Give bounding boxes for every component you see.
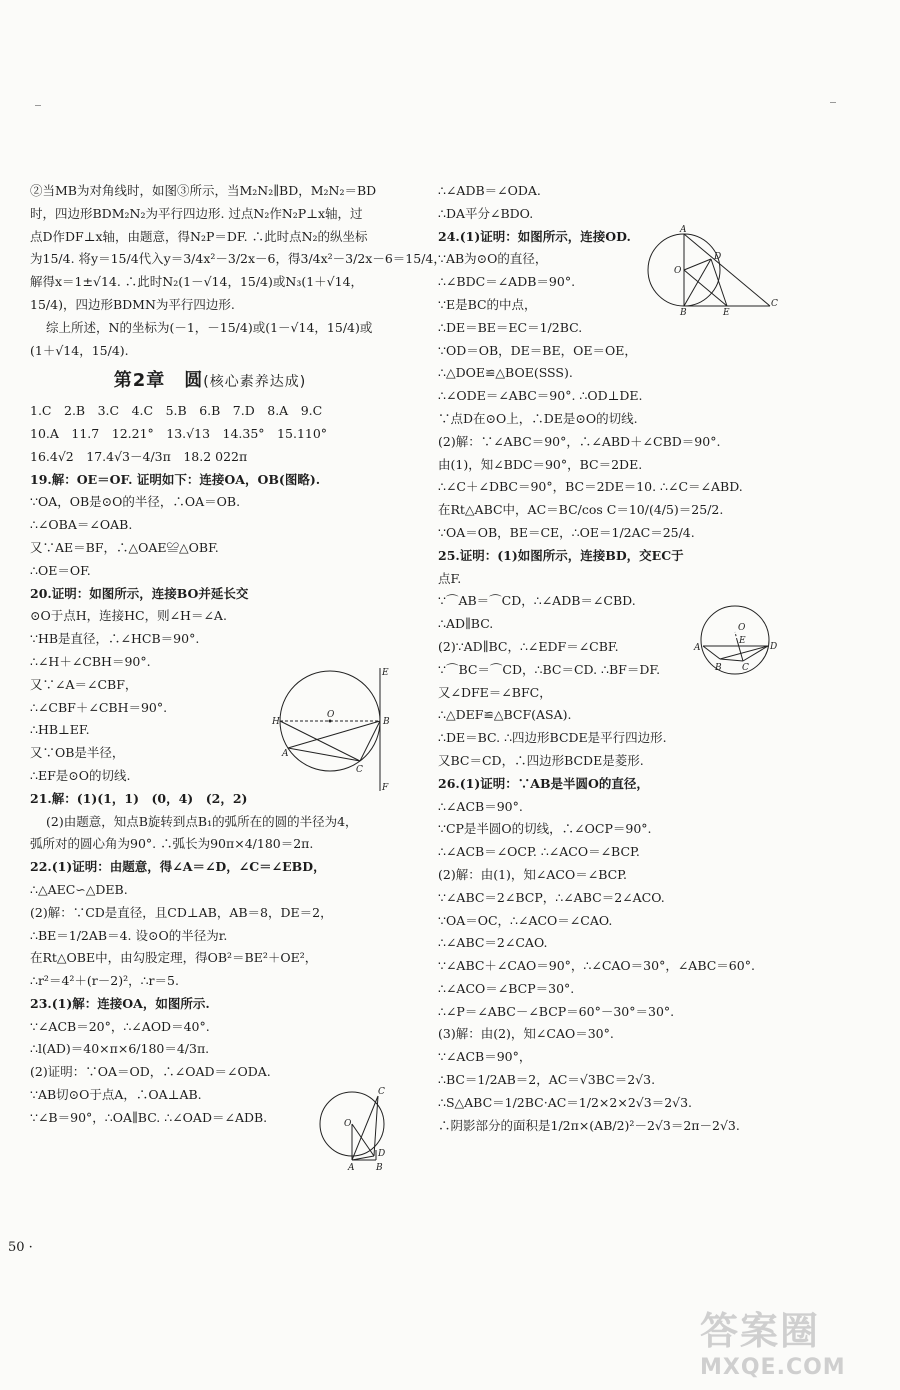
text-line: ∵CP是半圆O的切线，∴∠OCP＝90°. — [438, 821, 652, 837]
text-line: ∴DA平分∠BDO. — [438, 205, 534, 221]
figure-label: O — [327, 710, 335, 720]
figure-label: F — [382, 783, 389, 793]
figure-label: D — [770, 642, 778, 652]
text-line: ∴DE＝BC. ∴四边形BCDE是平行四边形. — [438, 730, 667, 746]
text-line: ∵OD＝OB，DE＝BE，OE＝OE， — [438, 342, 637, 358]
text-line: 时，四边形BDM₂N₂为平行四边形. 过点N₂作N₂P⊥x轴，过 — [30, 205, 363, 221]
figure-label: D — [378, 1149, 386, 1159]
text-line: ∵E是BC的中点， — [438, 296, 537, 312]
text-line: ∴DE＝BE＝EC＝1/2BC. — [438, 319, 583, 335]
figure-q23 — [318, 1086, 398, 1174]
figure-label: A — [282, 749, 289, 759]
text-line: ∵∠ABC＋∠CAO＝90°，∴∠CAO＝30°，∠ABC＝60°. — [438, 958, 755, 974]
text-line: ∵∠ACB＝90°， — [438, 1049, 532, 1065]
figure-label: O — [344, 1119, 352, 1129]
text-line: ∵HB是直径，∴∠HCB＝90°. — [30, 631, 200, 647]
text-line: 为15/4. 将y＝15/4代入y＝3/4x²－3/2x－6，得3/4x²－3/2x－6＝15/4， — [30, 251, 446, 267]
text-line: (2)解：∵∠ABC＝90°，∴∠ABD＋∠CBD＝90°. — [438, 433, 721, 449]
figure-label: B — [383, 717, 390, 727]
text-line: ∴EF是⊙O的切线. — [30, 767, 131, 783]
text-line: ∴∠OBA＝∠OAB. — [30, 517, 133, 533]
figure-label: O — [674, 266, 682, 276]
text-line: 点D作DF⊥x轴，由题意，得N₂P＝DF. ∴此时点N₂的纵坐标 — [30, 228, 368, 244]
text-line: ∴BE＝1/2AB＝4. 设⊙O的半径为r. — [30, 927, 228, 943]
text-line: ∴∠ACO＝∠BCP＝30°. — [438, 980, 575, 996]
text-line: 综上所述，N的坐标为(－1，－15/4)或(1－√14，15/4)或 — [46, 319, 373, 335]
figure-label: C — [378, 1087, 385, 1097]
text-line: ∴△DEF≌△BCF(ASA). — [438, 707, 572, 723]
text-line: 又∵AE＝BF，∴△OAE≌△OBF. — [30, 539, 219, 555]
figure-label: A — [348, 1163, 355, 1173]
text-line: 又∵OB是半径， — [30, 745, 125, 761]
chapter-title: 第2章 圆 — [113, 370, 204, 392]
figure-label: A — [680, 225, 687, 235]
text-line: ∴BC＝1/2AB＝2，AC＝√3BC＝2√3. — [438, 1072, 656, 1088]
figure-label: E — [739, 636, 746, 646]
text-line: 解得x＝1±√14. ∴此时N₂(1－√14，15/4)或N₃(1＋√14， — [30, 274, 364, 290]
text-line: 23.(1)解：连接OA，如图所示. — [30, 995, 210, 1011]
text-line: 又∵∠A＝∠CBF， — [30, 676, 138, 692]
figure-label: E — [382, 668, 389, 678]
figure-label: B — [376, 1163, 383, 1173]
text-line: 15/4)，四边形BDMN为平行四边形. — [30, 296, 235, 312]
text-line: ⊙O于点H，连接HC，则∠H＝∠A. — [30, 608, 227, 624]
text-line: ∴HB⊥EF. — [30, 722, 90, 738]
text-line: ∴∠ADB＝∠ODA. — [438, 183, 541, 198]
figure-label: C — [771, 299, 778, 309]
text-line: 16.4√2 17.4√3－4/3π 18.2 022π — [30, 448, 248, 464]
text-line: 又BC＝CD，∴四边形BCDE是菱形. — [438, 752, 644, 768]
text-line: 又∠DFE＝∠BFC， — [438, 684, 552, 700]
text-line: ∵OA，OB是⊙O的半径，∴OA＝OB. — [30, 494, 241, 510]
figure-label: H — [272, 717, 280, 727]
text-line: 22.(1)证明：由题意，得∠A＝∠D，∠C＝∠EBD， — [30, 859, 326, 875]
text-line: ∴AD∥BC. — [438, 616, 494, 632]
text-line: (3)解：由(2)，知∠CAO＝30°. — [438, 1026, 614, 1042]
text-line: (2)解：由(1)，知∠ACO＝∠BCP. — [438, 866, 628, 882]
scan-mark — [35, 105, 41, 106]
figure-q25 — [695, 618, 805, 678]
text-line: ∵⌒AB＝⌒CD，∴∠ADB＝∠CBD. — [438, 593, 636, 609]
text-line: ∵AB为⊙O的直径， — [438, 251, 548, 267]
figure-q24 — [648, 226, 783, 316]
figure-label: B — [680, 308, 687, 318]
text-line: 由(1)，知∠BDC＝90°，BC＝2DE. — [438, 456, 643, 472]
watermark — [700, 1300, 890, 1385]
text-line: ∴阴影部分的面积是1/2π×(AB/2)²－2√3＝2π－2√3. — [438, 1117, 740, 1133]
text-line: 点F. — [438, 570, 462, 586]
figure-label: A — [694, 643, 701, 653]
text-line: 在Rt△ABC中，AC＝BC/cos C＝10/(4/5)＝25/2. — [438, 502, 724, 518]
left-column — [30, 180, 446, 1130]
text-line: (2)由题意，知点B旋转到点B₁的弧所在的圆的半径为4， — [46, 813, 358, 829]
text-line: ∴∠H＋∠CBH＝90°. — [30, 653, 151, 669]
text-line: (2)∵AD∥BC，∴∠EDF＝∠CBF. — [438, 638, 619, 654]
chapter-subtitle: (核心素养达成) — [203, 374, 307, 391]
text-line: ∴∠CBF＋∠CBH＝90°. — [30, 699, 168, 715]
text-line: ∵AB切⊙O于点A，∴OA⊥AB. — [30, 1087, 202, 1103]
figure-q20 — [272, 666, 398, 796]
text-line: ∵⌒BC＝⌒CD，∴BC＝CD. ∴BF＝DF. — [438, 661, 661, 677]
text-line: ∴∠ACB＝90°. — [438, 798, 523, 814]
text-line: 在Rt△OBE中，由勾股定理，得OB²＝BE²＋OE²， — [30, 950, 318, 966]
text-line: ∴∠BDC＝∠ADB＝90°. — [438, 274, 576, 290]
text-line: ∴l(AD)＝40×π×6/180＝4/3π. — [30, 1041, 210, 1057]
chapter-heading — [30, 370, 390, 394]
text-line: 19.解：OE＝OF. 证明如下：连接OA，OB(图略). — [30, 471, 321, 487]
figure-label: C — [742, 663, 749, 673]
text-line: ∴r²＝4²＋(r－2)²，∴r＝5. — [30, 973, 179, 989]
figure-label: B — [715, 663, 722, 673]
text-line: ∴△AEC∽△DEB. — [30, 881, 128, 897]
text-line: ∵∠ABC＝2∠BCP，∴∠ABC＝2∠ACO. — [438, 889, 665, 905]
scan-mark — [830, 102, 836, 103]
text-line: ∴△DOE≌△BOE(SSS). — [438, 365, 573, 381]
watermark-url: MXQE.COM — [700, 1355, 846, 1380]
text-line: 20.证明：如图所示，连接BO并延长交 — [30, 585, 249, 601]
text-line: 24.(1)证明：如图所示，连接OD. — [438, 228, 631, 244]
text-line: ∵OA＝OB，BE＝CE，∴OE＝1/2AC＝25/4. — [438, 524, 695, 540]
text-line: 1.C 2.B 3.C 4.C 5.B 6.B 7.D 8.A 9.C — [30, 403, 323, 419]
figure-label: E — [723, 308, 730, 318]
figure-label: C — [356, 765, 363, 775]
text-line: ∵∠B＝90°，∴OA∥BC. ∴∠OAD＝∠ADB. — [30, 1109, 268, 1125]
text-line: ∴∠C＋∠DBC＝90°，BC＝2DE＝10. ∴∠C＝∠ABD. — [438, 479, 743, 495]
text-line: ∵OA＝OC，∴∠ACO＝∠CAO. — [438, 912, 613, 928]
text-line: 25.证明：(1)如图所示，连接BD，交EC于 — [438, 547, 684, 563]
text-line: ∴∠ODE＝∠ABC＝90°. ∴OD⊥DE. — [438, 388, 643, 404]
text-line: ∴∠P＝∠ABC－∠BCP＝60°－30°＝30°. — [438, 1003, 675, 1019]
text-line: 10.A 11.7 12.21° 13.√13 14.35° 15.110° — [30, 425, 328, 441]
text-line: 26.(1)证明：∵AB是半圆O的直径， — [438, 775, 649, 791]
page-number: 50 · — [8, 1240, 33, 1255]
watermark-logo: 答案圈 — [700, 1309, 821, 1353]
text-line: (2)解：∵CD是直径，且CD⊥AB，AB＝8，DE＝2， — [30, 904, 333, 920]
text-line: 21.解：(1)(1，1) (0，4) (2，2) — [30, 790, 248, 806]
text-line: ∵∠ACB＝20°，∴∠AOD＝40°. — [30, 1018, 210, 1034]
text-line: ∴∠ABC＝2∠CAO. — [438, 935, 548, 951]
text-line: ∴OE＝OF. — [30, 562, 91, 578]
text-line: (2)证明：∵OA＝OD，∴∠OAD＝∠ODA. — [30, 1064, 271, 1080]
text-line: ∴S△ABC＝1/2BC·AC＝1/2×2×2√3＝2√3. — [438, 1094, 693, 1110]
text-line: ∵点D在⊙O上，∴DE是⊙O的切线. — [438, 410, 638, 426]
figure-label: O — [738, 623, 746, 633]
text-line: ②当MB为对角线时，如图③所示，当M₂N₂∥BD，M₂N₂＝BD — [30, 183, 377, 198]
text-line: 弧所对的圆心角为90°. ∴弧长为90π×4/180＝2π. — [30, 836, 314, 852]
text-line: ∴∠ACB＝∠OCP. ∴∠ACO＝∠BCP. — [438, 844, 640, 860]
figure-label: D — [714, 252, 722, 262]
text-line: (1＋√14，15/4). — [30, 342, 129, 358]
